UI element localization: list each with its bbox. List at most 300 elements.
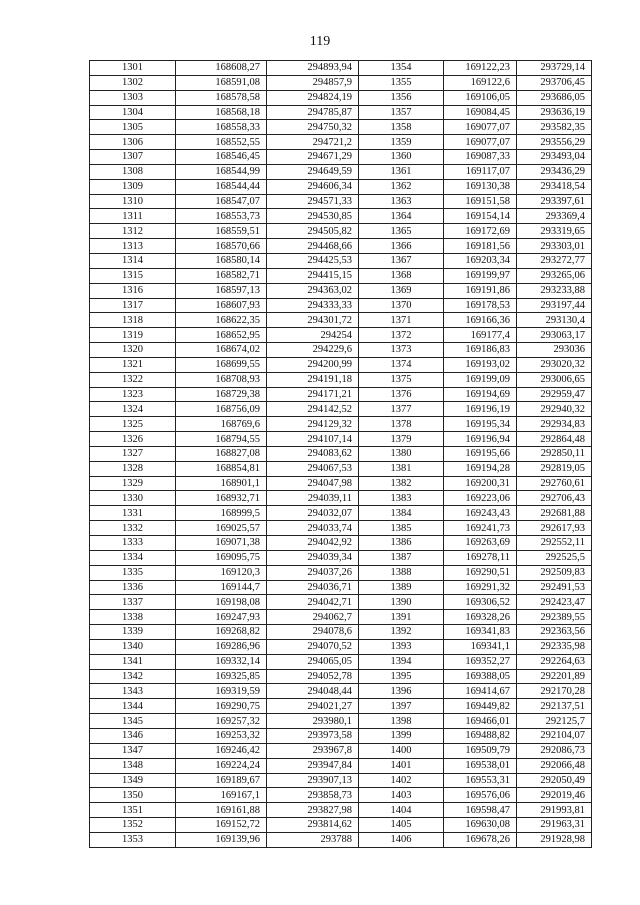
point-number-cell: 1331 bbox=[90, 506, 176, 521]
point-number-cell: 1353 bbox=[90, 832, 176, 847]
y-coordinate-cell: 292706,43 bbox=[517, 491, 592, 506]
x-coordinate-cell: 168794,55 bbox=[176, 432, 267, 447]
x-coordinate-cell: 169246,42 bbox=[176, 743, 267, 758]
x-coordinate-cell: 169509,79 bbox=[444, 743, 517, 758]
table-row bbox=[90, 90, 592, 105]
point-number-cell: 1381 bbox=[359, 461, 444, 476]
y-coordinate-cell: 294067,53 bbox=[267, 461, 359, 476]
point-number-cell: 1346 bbox=[90, 728, 176, 743]
point-number-cell: 1387 bbox=[359, 550, 444, 565]
y-coordinate-cell: 292104,07 bbox=[517, 728, 592, 743]
point-number-cell: 1322 bbox=[90, 372, 176, 387]
y-coordinate-cell: 292491,53 bbox=[517, 580, 592, 595]
point-number-cell: 1305 bbox=[90, 120, 176, 135]
y-coordinate-cell: 293493,04 bbox=[517, 150, 592, 165]
x-coordinate-cell: 169328,26 bbox=[444, 610, 517, 625]
x-coordinate-cell: 168756,09 bbox=[176, 402, 267, 417]
y-coordinate-cell: 292201,89 bbox=[517, 669, 592, 684]
x-coordinate-cell: 169194,28 bbox=[444, 461, 517, 476]
y-coordinate-cell: 291963,31 bbox=[517, 818, 592, 833]
x-coordinate-cell: 169332,14 bbox=[176, 654, 267, 669]
x-coordinate-cell: 169077,07 bbox=[444, 135, 517, 150]
y-coordinate-cell: 292335,98 bbox=[517, 639, 592, 654]
x-coordinate-cell: 168699,55 bbox=[176, 357, 267, 372]
y-coordinate-cell: 292617,93 bbox=[517, 521, 592, 536]
y-coordinate-cell: 294042,71 bbox=[267, 595, 359, 610]
table-row bbox=[90, 387, 592, 402]
table-row bbox=[90, 491, 592, 506]
y-coordinate-cell: 292170,28 bbox=[517, 684, 592, 699]
x-coordinate-cell: 169286,96 bbox=[176, 639, 267, 654]
x-coordinate-cell: 169122,23 bbox=[444, 61, 517, 76]
y-coordinate-cell: 294721,2 bbox=[267, 135, 359, 150]
point-number-cell: 1359 bbox=[359, 135, 444, 150]
x-coordinate-cell: 168578,58 bbox=[176, 90, 267, 105]
x-coordinate-cell: 168652,95 bbox=[176, 328, 267, 343]
x-coordinate-cell: 169154,14 bbox=[444, 209, 517, 224]
y-coordinate-cell: 293858,73 bbox=[267, 788, 359, 803]
x-coordinate-cell: 169414,67 bbox=[444, 684, 517, 699]
x-coordinate-cell: 169177,4 bbox=[444, 328, 517, 343]
y-coordinate-cell: 293233,88 bbox=[517, 283, 592, 298]
point-number-cell: 1340 bbox=[90, 639, 176, 654]
y-coordinate-cell: 292264,63 bbox=[517, 654, 592, 669]
y-coordinate-cell: 293729,14 bbox=[517, 61, 592, 76]
x-coordinate-cell: 169106,05 bbox=[444, 90, 517, 105]
coordinates-table-body bbox=[90, 61, 592, 848]
point-number-cell: 1314 bbox=[90, 253, 176, 268]
x-coordinate-cell: 169172,69 bbox=[444, 224, 517, 239]
x-coordinate-cell: 169139,96 bbox=[176, 832, 267, 847]
y-coordinate-cell: 293303,01 bbox=[517, 239, 592, 254]
point-number-cell: 1370 bbox=[359, 298, 444, 313]
y-coordinate-cell: 292019,46 bbox=[517, 788, 592, 803]
x-coordinate-cell: 168570,66 bbox=[176, 239, 267, 254]
point-number-cell: 1385 bbox=[359, 521, 444, 536]
x-coordinate-cell: 168901,1 bbox=[176, 476, 267, 491]
y-coordinate-cell: 294857,9 bbox=[267, 75, 359, 90]
point-number-cell: 1317 bbox=[90, 298, 176, 313]
y-coordinate-cell: 293436,29 bbox=[517, 164, 592, 179]
x-coordinate-cell: 169268,82 bbox=[176, 625, 267, 640]
x-coordinate-cell: 168558,33 bbox=[176, 120, 267, 135]
point-number-cell: 1334 bbox=[90, 550, 176, 565]
point-number-cell: 1396 bbox=[359, 684, 444, 699]
x-coordinate-cell: 169161,88 bbox=[176, 803, 267, 818]
point-number-cell: 1374 bbox=[359, 357, 444, 372]
y-coordinate-cell: 293636,19 bbox=[517, 105, 592, 120]
x-coordinate-cell: 168552,55 bbox=[176, 135, 267, 150]
x-coordinate-cell: 169538,01 bbox=[444, 758, 517, 773]
y-coordinate-cell: 293827,98 bbox=[267, 803, 359, 818]
point-number-cell: 1313 bbox=[90, 239, 176, 254]
y-coordinate-cell: 294649,59 bbox=[267, 164, 359, 179]
table-row bbox=[90, 832, 592, 847]
point-number-cell: 1335 bbox=[90, 565, 176, 580]
table-row bbox=[90, 343, 592, 358]
y-coordinate-cell: 292066,48 bbox=[517, 758, 592, 773]
y-coordinate-cell: 294142,52 bbox=[267, 402, 359, 417]
x-coordinate-cell: 169223,06 bbox=[444, 491, 517, 506]
y-coordinate-cell: 294021,27 bbox=[267, 699, 359, 714]
x-coordinate-cell: 169130,38 bbox=[444, 179, 517, 194]
x-coordinate-cell: 168580,14 bbox=[176, 253, 267, 268]
x-coordinate-cell: 168827,08 bbox=[176, 446, 267, 461]
point-number-cell: 1403 bbox=[359, 788, 444, 803]
y-coordinate-cell: 294505,82 bbox=[267, 224, 359, 239]
x-coordinate-cell: 169291,32 bbox=[444, 580, 517, 595]
point-number-cell: 1373 bbox=[359, 343, 444, 358]
x-coordinate-cell: 168546,45 bbox=[176, 150, 267, 165]
table-row bbox=[90, 536, 592, 551]
x-coordinate-cell: 168559,51 bbox=[176, 224, 267, 239]
x-coordinate-cell: 169325,85 bbox=[176, 669, 267, 684]
table-row bbox=[90, 135, 592, 150]
x-coordinate-cell: 169167,1 bbox=[176, 788, 267, 803]
point-number-cell: 1332 bbox=[90, 521, 176, 536]
point-number-cell: 1306 bbox=[90, 135, 176, 150]
y-coordinate-cell: 292959,47 bbox=[517, 387, 592, 402]
x-coordinate-cell: 169203,34 bbox=[444, 253, 517, 268]
y-coordinate-cell: 292086,73 bbox=[517, 743, 592, 758]
y-coordinate-cell: 293556,29 bbox=[517, 135, 592, 150]
x-coordinate-cell: 169194,69 bbox=[444, 387, 517, 402]
point-number-cell: 1404 bbox=[359, 803, 444, 818]
point-number-cell: 1400 bbox=[359, 743, 444, 758]
y-coordinate-cell: 293907,13 bbox=[267, 773, 359, 788]
point-number-cell: 1391 bbox=[359, 610, 444, 625]
point-number-cell: 1365 bbox=[359, 224, 444, 239]
point-number-cell: 1324 bbox=[90, 402, 176, 417]
table-row bbox=[90, 61, 592, 76]
table-row bbox=[90, 313, 592, 328]
y-coordinate-cell: 294037,26 bbox=[267, 565, 359, 580]
table-row bbox=[90, 283, 592, 298]
y-coordinate-cell: 292760,61 bbox=[517, 476, 592, 491]
table-row bbox=[90, 506, 592, 521]
coordinates-table bbox=[89, 60, 592, 848]
y-coordinate-cell: 292050,49 bbox=[517, 773, 592, 788]
y-coordinate-cell: 292940,32 bbox=[517, 402, 592, 417]
x-coordinate-cell: 169466,01 bbox=[444, 714, 517, 729]
x-coordinate-cell: 168674,02 bbox=[176, 343, 267, 358]
x-coordinate-cell: 169071,38 bbox=[176, 536, 267, 551]
point-number-cell: 1394 bbox=[359, 654, 444, 669]
x-coordinate-cell: 168547,07 bbox=[176, 194, 267, 209]
point-number-cell: 1303 bbox=[90, 90, 176, 105]
y-coordinate-cell: 294333,33 bbox=[267, 298, 359, 313]
point-number-cell: 1393 bbox=[359, 639, 444, 654]
y-coordinate-cell: 292864,48 bbox=[517, 432, 592, 447]
point-number-cell: 1301 bbox=[90, 61, 176, 76]
y-coordinate-cell: 294047,98 bbox=[267, 476, 359, 491]
point-number-cell: 1343 bbox=[90, 684, 176, 699]
table-row bbox=[90, 818, 592, 833]
point-number-cell: 1354 bbox=[359, 61, 444, 76]
point-number-cell: 1308 bbox=[90, 164, 176, 179]
point-number-cell: 1347 bbox=[90, 743, 176, 758]
point-number-cell: 1366 bbox=[359, 239, 444, 254]
x-coordinate-cell: 169181,56 bbox=[444, 239, 517, 254]
point-number-cell: 1311 bbox=[90, 209, 176, 224]
y-coordinate-cell: 293582,35 bbox=[517, 120, 592, 135]
x-coordinate-cell: 169196,19 bbox=[444, 402, 517, 417]
table-row bbox=[90, 357, 592, 372]
x-coordinate-cell: 169166,36 bbox=[444, 313, 517, 328]
y-coordinate-cell: 294065,05 bbox=[267, 654, 359, 669]
y-coordinate-cell: 294033,74 bbox=[267, 521, 359, 536]
point-number-cell: 1351 bbox=[90, 803, 176, 818]
point-number-cell: 1321 bbox=[90, 357, 176, 372]
point-number-cell: 1375 bbox=[359, 372, 444, 387]
point-number-cell: 1406 bbox=[359, 832, 444, 847]
point-number-cell: 1312 bbox=[90, 224, 176, 239]
x-coordinate-cell: 168932,71 bbox=[176, 491, 267, 506]
point-number-cell: 1390 bbox=[359, 595, 444, 610]
y-coordinate-cell: 291993,81 bbox=[517, 803, 592, 818]
point-number-cell: 1357 bbox=[359, 105, 444, 120]
y-coordinate-cell: 292525,5 bbox=[517, 550, 592, 565]
x-coordinate-cell: 168582,71 bbox=[176, 268, 267, 283]
table-row bbox=[90, 268, 592, 283]
y-coordinate-cell: 292850,11 bbox=[517, 446, 592, 461]
x-coordinate-cell: 168854,81 bbox=[176, 461, 267, 476]
point-number-cell: 1388 bbox=[359, 565, 444, 580]
y-coordinate-cell: 293020,32 bbox=[517, 357, 592, 372]
x-coordinate-cell: 169488,82 bbox=[444, 728, 517, 743]
y-coordinate-cell: 293397,61 bbox=[517, 194, 592, 209]
x-coordinate-cell: 169576,06 bbox=[444, 788, 517, 803]
point-number-cell: 1401 bbox=[359, 758, 444, 773]
y-coordinate-cell: 292389,55 bbox=[517, 610, 592, 625]
point-number-cell: 1325 bbox=[90, 417, 176, 432]
point-number-cell: 1397 bbox=[359, 699, 444, 714]
table-row bbox=[90, 446, 592, 461]
point-number-cell: 1326 bbox=[90, 432, 176, 447]
y-coordinate-cell: 294032,07 bbox=[267, 506, 359, 521]
y-coordinate-cell: 294048,44 bbox=[267, 684, 359, 699]
y-coordinate-cell: 293369,4 bbox=[517, 209, 592, 224]
x-coordinate-cell: 169388,05 bbox=[444, 669, 517, 684]
point-number-cell: 1372 bbox=[359, 328, 444, 343]
x-coordinate-cell: 169189,67 bbox=[176, 773, 267, 788]
x-coordinate-cell: 169196,94 bbox=[444, 432, 517, 447]
table-row bbox=[90, 461, 592, 476]
point-number-cell: 1315 bbox=[90, 268, 176, 283]
y-coordinate-cell: 293967,8 bbox=[267, 743, 359, 758]
point-number-cell: 1352 bbox=[90, 818, 176, 833]
x-coordinate-cell: 169678,26 bbox=[444, 832, 517, 847]
table-row bbox=[90, 105, 592, 120]
y-coordinate-cell: 294042,92 bbox=[267, 536, 359, 551]
point-number-cell: 1360 bbox=[359, 150, 444, 165]
x-coordinate-cell: 169122,6 bbox=[444, 75, 517, 90]
x-coordinate-cell: 168708,93 bbox=[176, 372, 267, 387]
point-number-cell: 1367 bbox=[359, 253, 444, 268]
y-coordinate-cell: 292125,7 bbox=[517, 714, 592, 729]
y-coordinate-cell: 294363,02 bbox=[267, 283, 359, 298]
point-number-cell: 1330 bbox=[90, 491, 176, 506]
x-coordinate-cell: 169193,02 bbox=[444, 357, 517, 372]
table-row bbox=[90, 253, 592, 268]
y-coordinate-cell: 293265,06 bbox=[517, 268, 592, 283]
y-coordinate-cell: 294229,6 bbox=[267, 343, 359, 358]
x-coordinate-cell: 168999,5 bbox=[176, 506, 267, 521]
point-number-cell: 1316 bbox=[90, 283, 176, 298]
y-coordinate-cell: 294415,15 bbox=[267, 268, 359, 283]
point-number-cell: 1345 bbox=[90, 714, 176, 729]
y-coordinate-cell: 294062,7 bbox=[267, 610, 359, 625]
y-coordinate-cell: 293418,54 bbox=[517, 179, 592, 194]
y-coordinate-cell: 294171,21 bbox=[267, 387, 359, 402]
y-coordinate-cell: 292423,47 bbox=[517, 595, 592, 610]
point-number-cell: 1307 bbox=[90, 150, 176, 165]
page-number: 119 bbox=[309, 34, 331, 49]
x-coordinate-cell: 169290,75 bbox=[176, 699, 267, 714]
point-number-cell: 1380 bbox=[359, 446, 444, 461]
point-number-cell: 1383 bbox=[359, 491, 444, 506]
point-number-cell: 1361 bbox=[359, 164, 444, 179]
point-number-cell: 1356 bbox=[359, 90, 444, 105]
y-coordinate-cell: 294468,66 bbox=[267, 239, 359, 254]
x-coordinate-cell: 169598,47 bbox=[444, 803, 517, 818]
x-coordinate-cell: 168608,27 bbox=[176, 61, 267, 76]
x-coordinate-cell: 168553,73 bbox=[176, 209, 267, 224]
y-coordinate-cell: 292681,88 bbox=[517, 506, 592, 521]
y-coordinate-cell: 292819,05 bbox=[517, 461, 592, 476]
table-row bbox=[90, 639, 592, 654]
x-coordinate-cell: 169117,07 bbox=[444, 164, 517, 179]
x-coordinate-cell: 169077,07 bbox=[444, 120, 517, 135]
y-coordinate-cell: 291928,98 bbox=[517, 832, 592, 847]
x-coordinate-cell: 168568,18 bbox=[176, 105, 267, 120]
x-coordinate-cell: 169341,83 bbox=[444, 625, 517, 640]
y-coordinate-cell: 294785,87 bbox=[267, 105, 359, 120]
y-coordinate-cell: 293036 bbox=[517, 343, 592, 358]
point-number-cell: 1309 bbox=[90, 179, 176, 194]
y-coordinate-cell: 294070,52 bbox=[267, 639, 359, 654]
point-number-cell: 1348 bbox=[90, 758, 176, 773]
point-number-cell: 1384 bbox=[359, 506, 444, 521]
table-row bbox=[90, 239, 592, 254]
point-number-cell: 1339 bbox=[90, 625, 176, 640]
x-coordinate-cell: 169191,86 bbox=[444, 283, 517, 298]
point-number-cell: 1405 bbox=[359, 818, 444, 833]
point-number-cell: 1349 bbox=[90, 773, 176, 788]
x-coordinate-cell: 169263,69 bbox=[444, 536, 517, 551]
table-row bbox=[90, 372, 592, 387]
table-row bbox=[90, 179, 592, 194]
table-row bbox=[90, 625, 592, 640]
x-coordinate-cell: 169178,53 bbox=[444, 298, 517, 313]
x-coordinate-cell: 169025,57 bbox=[176, 521, 267, 536]
table-row bbox=[90, 328, 592, 343]
point-number-cell: 1382 bbox=[359, 476, 444, 491]
table-row bbox=[90, 150, 592, 165]
point-number-cell: 1377 bbox=[359, 402, 444, 417]
point-number-cell: 1344 bbox=[90, 699, 176, 714]
y-coordinate-cell: 294078,6 bbox=[267, 625, 359, 640]
y-coordinate-cell: 293063,17 bbox=[517, 328, 592, 343]
x-coordinate-cell: 169199,97 bbox=[444, 268, 517, 283]
y-coordinate-cell: 294254 bbox=[267, 328, 359, 343]
x-coordinate-cell: 169195,34 bbox=[444, 417, 517, 432]
point-number-cell: 1389 bbox=[359, 580, 444, 595]
x-coordinate-cell: 169224,24 bbox=[176, 758, 267, 773]
x-coordinate-cell: 169290,51 bbox=[444, 565, 517, 580]
x-coordinate-cell: 169553,31 bbox=[444, 773, 517, 788]
x-coordinate-cell: 169247,93 bbox=[176, 610, 267, 625]
x-coordinate-cell: 169199,09 bbox=[444, 372, 517, 387]
point-number-cell: 1392 bbox=[359, 625, 444, 640]
point-number-cell: 1398 bbox=[359, 714, 444, 729]
point-number-cell: 1323 bbox=[90, 387, 176, 402]
point-number-cell: 1399 bbox=[359, 728, 444, 743]
point-number-cell: 1338 bbox=[90, 610, 176, 625]
y-coordinate-cell: 294039,11 bbox=[267, 491, 359, 506]
point-number-cell: 1328 bbox=[90, 461, 176, 476]
table-row bbox=[90, 75, 592, 90]
y-coordinate-cell: 294129,32 bbox=[267, 417, 359, 432]
x-coordinate-cell: 169144,7 bbox=[176, 580, 267, 595]
table-row bbox=[90, 209, 592, 224]
point-number-cell: 1350 bbox=[90, 788, 176, 803]
point-number-cell: 1386 bbox=[359, 536, 444, 551]
y-coordinate-cell: 293706,45 bbox=[517, 75, 592, 90]
table-row bbox=[90, 417, 592, 432]
table-row bbox=[90, 565, 592, 580]
y-coordinate-cell: 294824,19 bbox=[267, 90, 359, 105]
table-row bbox=[90, 550, 592, 565]
table-row bbox=[90, 803, 592, 818]
y-coordinate-cell: 292552,11 bbox=[517, 536, 592, 551]
x-coordinate-cell: 169253,32 bbox=[176, 728, 267, 743]
x-coordinate-cell: 169198,08 bbox=[176, 595, 267, 610]
y-coordinate-cell: 294200,99 bbox=[267, 357, 359, 372]
x-coordinate-cell: 169449,82 bbox=[444, 699, 517, 714]
table-row bbox=[90, 595, 592, 610]
x-coordinate-cell: 169341,1 bbox=[444, 639, 517, 654]
y-coordinate-cell: 294530,85 bbox=[267, 209, 359, 224]
y-coordinate-cell: 294301,72 bbox=[267, 313, 359, 328]
x-coordinate-cell: 169084,45 bbox=[444, 105, 517, 120]
table-row bbox=[90, 120, 592, 135]
y-coordinate-cell: 293788 bbox=[267, 832, 359, 847]
point-number-cell: 1310 bbox=[90, 194, 176, 209]
x-coordinate-cell: 169306,52 bbox=[444, 595, 517, 610]
table-row bbox=[90, 432, 592, 447]
y-coordinate-cell: 293686,05 bbox=[517, 90, 592, 105]
point-number-cell: 1336 bbox=[90, 580, 176, 595]
table-row bbox=[90, 684, 592, 699]
table-row bbox=[90, 194, 592, 209]
y-coordinate-cell: 293319,65 bbox=[517, 224, 592, 239]
point-number-cell: 1337 bbox=[90, 595, 176, 610]
point-number-cell: 1341 bbox=[90, 654, 176, 669]
x-coordinate-cell: 169186,83 bbox=[444, 343, 517, 358]
y-coordinate-cell: 292934,83 bbox=[517, 417, 592, 432]
point-number-cell: 1355 bbox=[359, 75, 444, 90]
point-number-cell: 1329 bbox=[90, 476, 176, 491]
y-coordinate-cell: 294750,32 bbox=[267, 120, 359, 135]
table-row bbox=[90, 610, 592, 625]
x-coordinate-cell: 169095,75 bbox=[176, 550, 267, 565]
point-number-cell: 1363 bbox=[359, 194, 444, 209]
table-row bbox=[90, 298, 592, 313]
point-number-cell: 1369 bbox=[359, 283, 444, 298]
y-coordinate-cell: 294893,94 bbox=[267, 61, 359, 76]
x-coordinate-cell: 169087,33 bbox=[444, 150, 517, 165]
